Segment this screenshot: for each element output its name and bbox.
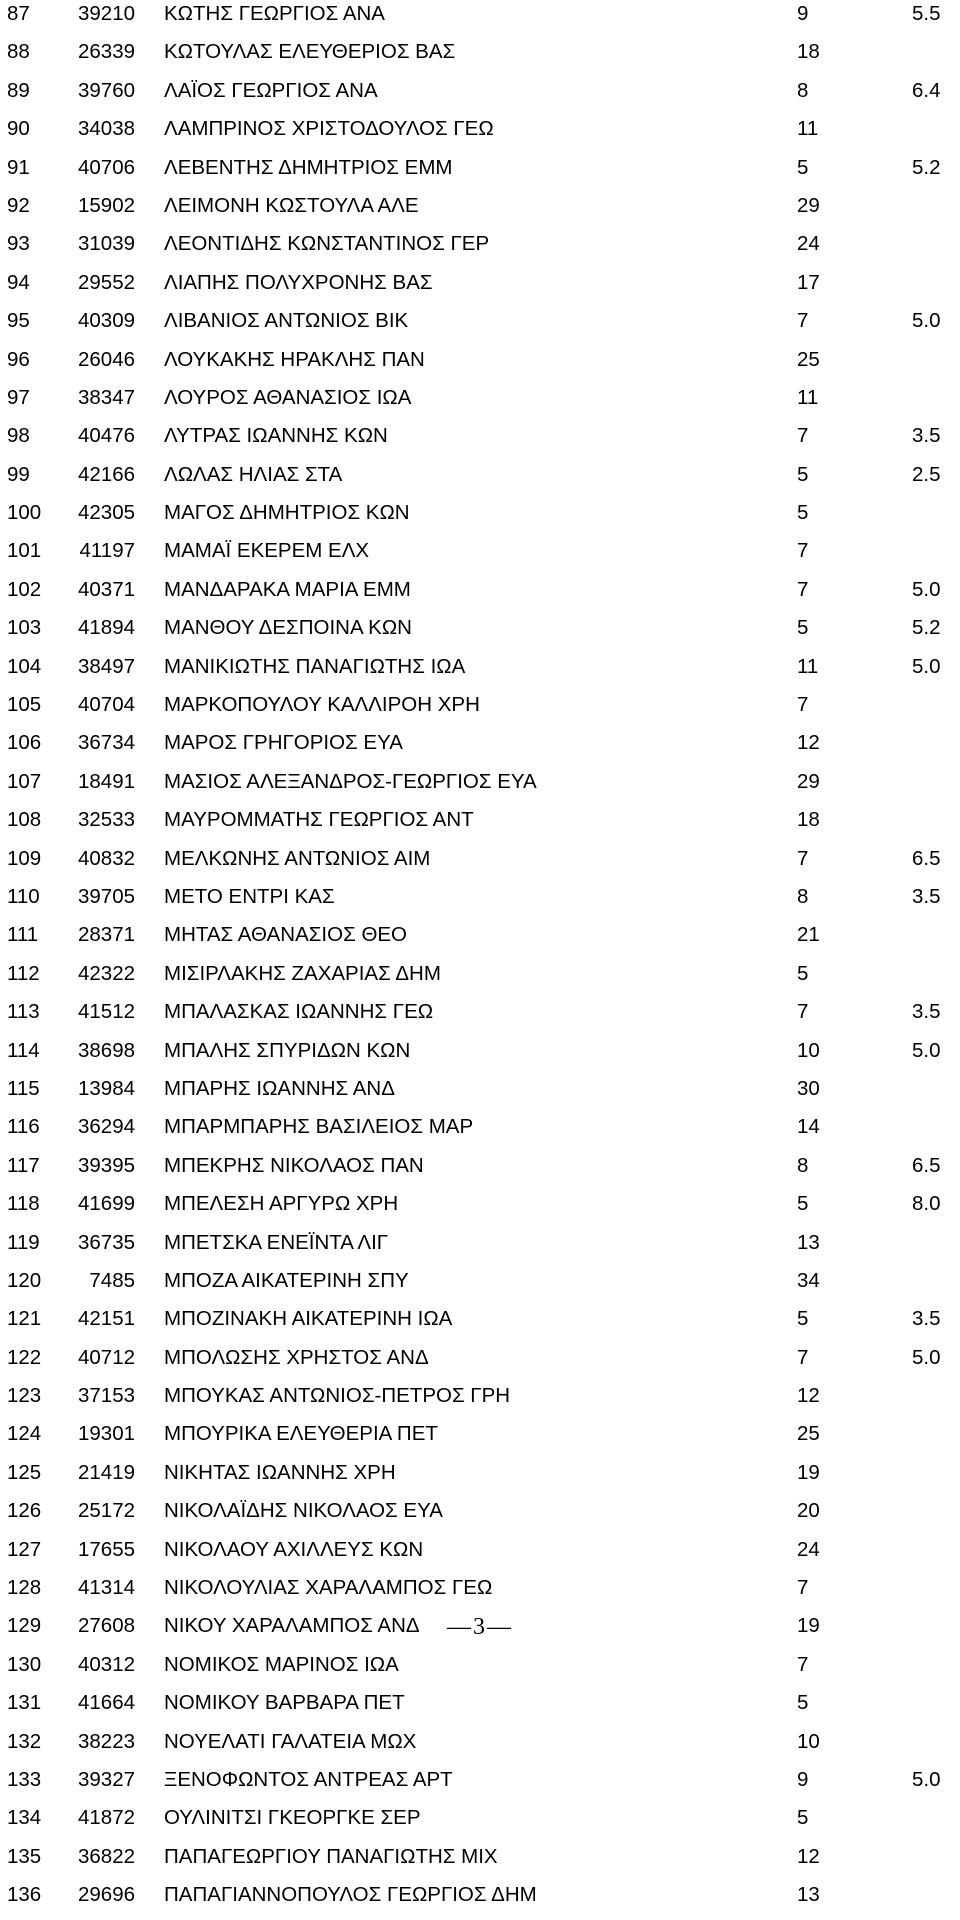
row-value: 5 [797, 1307, 809, 1331]
row-name: ΜΠΟΥΡΙΚΑ ΕΛΕΥΘΕΡΙΑ ΠΕΤ [164, 1422, 438, 1446]
table-row [0, 1497, 960, 1535]
row-value: 7 [797, 309, 809, 333]
row-name: ΜΗΤΑΣ ΑΘΑΝΑΣΙΟΣ ΘΕΟ [164, 923, 408, 947]
table-row [0, 691, 960, 729]
row-name: ΝΙΚΗΤΑΣ ΙΩΑΝΝΗΣ ΧΡΗ [164, 1460, 396, 1484]
page-number: —3— [447, 1614, 513, 1640]
row-value: 5 [797, 961, 809, 985]
row-score: 3.5 [912, 1000, 941, 1024]
row-number: 89 [7, 78, 30, 102]
row-name: ΜΠΕΛΕΣΗ ΑΡΓΥΡΩ ΧΡΗ [164, 1192, 399, 1216]
table-row [0, 653, 960, 691]
row-number: 133 [7, 1767, 42, 1791]
row-name: ΛΕΒΕΝΤΗΣ ΔΗΜΗΤΡΙΟΣ ΕΜΜ [164, 155, 453, 179]
row-number: 132 [7, 1729, 42, 1753]
table-row [0, 845, 960, 883]
row-name: ΜΑΝΔΑΡΑΚΑ ΜΑΡΙΑ ΕΜΜ [164, 577, 411, 601]
row-number: 91 [7, 155, 30, 179]
table-row [0, 1037, 960, 1075]
row-name: ΜΑΓΟΣ ΔΗΜΗΤΡΙΟΣ ΚΩΝ [164, 501, 410, 525]
table-row [0, 806, 960, 844]
row-name: ΜΑΝΙΚΙΩΤΗΣ ΠΑΝΑΓΙΩΤΗΣ ΙΩΑ [164, 654, 466, 678]
row-name: ΛΙΑΠΗΣ ΠΟΛΥΧΡΟΝΗΣ ΒΑΣ [164, 270, 433, 294]
row-value: 5 [797, 616, 809, 640]
table-row [0, 883, 960, 921]
row-score: 5.0 [912, 1038, 941, 1062]
row-score: 8.0 [912, 1192, 941, 1216]
table-row [0, 384, 960, 422]
row-score: 6.5 [912, 846, 941, 870]
row-code: 41894 [77, 616, 135, 640]
row-value: 34 [797, 1268, 820, 1292]
row-code: 17655 [77, 1537, 135, 1561]
row-number: 106 [7, 731, 42, 755]
table-row [0, 1382, 960, 1420]
row-code: 41664 [77, 1691, 135, 1715]
row-value: 11 [797, 654, 819, 678]
row-code: 29552 [77, 270, 135, 294]
table-row [0, 346, 960, 384]
row-code: 39210 [77, 2, 135, 25]
row-code: 21419 [77, 1460, 135, 1484]
row-name: ΜΙΣΙΡΛΑΚΗΣ ΖΑΧΑΡΙΑΣ ΔΗΜ [164, 961, 441, 985]
row-number: 128 [7, 1576, 42, 1600]
row-value: 7 [797, 1345, 809, 1369]
row-name: ΟΥΛΙΝΙΤΣΙ ΓΚΕΟΡΓΚΕ ΣΕΡ [164, 1806, 421, 1830]
table-row [0, 1267, 960, 1305]
row-number: 102 [7, 577, 42, 601]
table-row [0, 461, 960, 499]
row-number: 135 [7, 1844, 42, 1868]
row-value: 8 [797, 1153, 809, 1177]
table-row [0, 1229, 960, 1267]
row-number: 123 [7, 1384, 42, 1408]
row-name: ΜΠΕΚΡΗΣ ΝΙΚΟΛΑΟΣ ΠΑΝ [164, 1153, 424, 1177]
table-row [0, 1344, 960, 1382]
row-code: 36294 [77, 1115, 135, 1139]
table-row [0, 269, 960, 307]
row-value: 20 [797, 1499, 820, 1523]
row-value: 29 [797, 193, 820, 217]
row-code: 26339 [77, 40, 135, 64]
row-code: 41872 [77, 1806, 135, 1830]
row-number: 90 [7, 117, 30, 141]
row-value: 5 [797, 501, 809, 525]
row-number: 119 [7, 1230, 40, 1254]
row-value: 9 [797, 1767, 809, 1791]
row-code: 41512 [77, 1000, 135, 1024]
row-code: 36735 [77, 1230, 135, 1254]
row-code: 13984 [77, 1076, 135, 1100]
row-value: 10 [797, 1729, 820, 1753]
row-value: 17 [797, 270, 820, 294]
table-row [0, 768, 960, 806]
row-name: ΜΠΟΖΙΝΑΚΗ ΑΙΚΑΤΕΡΙΝΗ ΙΩΑ [164, 1307, 453, 1331]
table-row [0, 0, 960, 38]
row-score: 6.4 [912, 78, 941, 102]
row-number: 103 [7, 616, 42, 640]
table-row [0, 38, 960, 76]
row-number: 122 [7, 1345, 42, 1369]
row-value: 5 [797, 1806, 809, 1830]
table-row [0, 1190, 960, 1228]
row-code: 42166 [77, 462, 135, 486]
row-name: ΛΟΥΡΟΣ ΑΘΑΝΑΣΙΟΣ ΙΩΑ [164, 385, 412, 409]
row-score: 5.0 [912, 309, 941, 333]
row-score: 5.5 [912, 2, 941, 25]
row-name: ΠΑΠΑΓΙΑΝΝΟΠΟΥΛΟΣ ΓΕΩΡΓΙΟΣ ΔΗΜ [164, 1883, 537, 1907]
row-value: 7 [797, 1576, 809, 1600]
row-number: 116 [7, 1115, 40, 1139]
row-name: ΛΙΒΑΝΙΟΣ ΑΝΤΩΝΙΟΣ ΒΙΚ [164, 309, 409, 333]
row-code: 26046 [77, 347, 135, 371]
row-code: 31039 [77, 232, 135, 256]
row-score: 5.0 [912, 1345, 941, 1369]
row-name: ΝΙΚΟΛΑΪΔΗΣ ΝΙΚΟΛΑΟΣ ΕΥΑ [164, 1499, 443, 1523]
row-value: 29 [797, 769, 820, 793]
row-number: 121 [7, 1307, 42, 1331]
table-row [0, 1766, 960, 1804]
row-score: 2.5 [912, 462, 941, 486]
row-number: 126 [7, 1499, 42, 1523]
row-code: 41314 [77, 1576, 135, 1600]
table-row [0, 1075, 960, 1113]
table-row [0, 1305, 960, 1343]
row-name: ΜΑΡΟΣ ΓΡΗΓΟΡΙΟΣ ΕΥΑ [164, 731, 403, 755]
row-name: ΛΑΜΠΡΙΝΟΣ ΧΡΙΣΤΟΔΟΥΛΟΣ ΓΕΩ [164, 117, 494, 141]
row-number: 100 [7, 501, 42, 525]
row-code: 38698 [77, 1038, 135, 1062]
table-row [0, 1804, 960, 1842]
row-name: ΜΠΑΡΜΠΑΡΗΣ ΒΑΣΙΛΕΙΟΣ ΜΑΡ [164, 1115, 474, 1139]
row-value: 7 [797, 424, 809, 448]
row-code: 38497 [77, 654, 135, 678]
table-row [0, 1728, 960, 1766]
row-number: 136 [7, 1883, 42, 1907]
table-row [0, 960, 960, 998]
row-score: 3.5 [912, 884, 941, 908]
row-value: 25 [797, 347, 820, 371]
row-name: ΛΑΪΟΣ ΓΕΩΡΓΙΟΣ ΑΝΑ [164, 78, 378, 102]
row-code: 42322 [77, 961, 135, 985]
row-code: 19301 [77, 1422, 135, 1446]
row-number: 112 [7, 961, 40, 985]
row-score: 3.5 [912, 424, 941, 448]
row-name: ΛΟΥΚΑΚΗΣ ΗΡΑΚΛΗΣ ΠΑΝ [164, 347, 425, 371]
table-row [0, 1574, 960, 1612]
row-value: 7 [797, 846, 809, 870]
row-code: 37153 [77, 1384, 135, 1408]
row-value: 10 [797, 1038, 820, 1062]
table-row [0, 1881, 960, 1919]
row-value: 7 [797, 1000, 809, 1024]
table-row [0, 1113, 960, 1151]
row-value: 8 [797, 78, 809, 102]
row-number: 131 [7, 1691, 42, 1715]
row-value: 19 [797, 1614, 820, 1638]
row-name: ΛΕΙΜΟΝΗ ΚΩΣΤΟΥΛΑ ΑΛΕ [164, 193, 419, 217]
row-number: 125 [7, 1460, 42, 1484]
row-name: ΜΠΕΤΣΚΑ ΕΝΕΪΝΤΑ ΛΙΓ [164, 1230, 389, 1254]
row-code: 42151 [77, 1307, 135, 1331]
row-score: 5.0 [912, 577, 941, 601]
row-code: 25172 [77, 1499, 135, 1523]
row-code: 18491 [77, 769, 135, 793]
row-number: 120 [7, 1268, 42, 1292]
row-value: 30 [797, 1076, 820, 1100]
table-row [0, 537, 960, 575]
table-row [0, 1536, 960, 1574]
row-value: 18 [797, 808, 820, 832]
table-row [0, 1689, 960, 1727]
table-row [0, 77, 960, 115]
row-name: ΜΑΣΙΟΣ ΑΛΕΞΑΝΔΡΟΣ-ΓΕΩΡΓΙΟΣ ΕΥΑ [164, 769, 537, 793]
row-number: 93 [7, 232, 30, 256]
row-number: 127 [7, 1537, 42, 1561]
row-name: ΛΕΟΝΤΙΔΗΣ ΚΩΝΣΤΑΝΤΙΝΟΣ ΓΕΡ [164, 232, 490, 256]
row-code: 29696 [77, 1883, 135, 1907]
row-score: 5.2 [912, 155, 941, 179]
row-number: 99 [7, 462, 30, 486]
row-number: 98 [7, 424, 30, 448]
table-row [0, 192, 960, 230]
table-row [0, 1843, 960, 1881]
row-name: ΝΟΜΙΚΟΥ ΒΑΡΒΑΡΑ ΠΕΤ [164, 1691, 405, 1715]
row-code: 40371 [77, 577, 135, 601]
table-row [0, 998, 960, 1036]
row-value: 13 [797, 1883, 820, 1907]
row-name: ΜΠΟΥΚΑΣ ΑΝΤΩΝΙΟΣ-ΠΕΤΡΟΣ ΓΡΗ [164, 1384, 511, 1408]
table-row [0, 1459, 960, 1497]
row-name: ΝΟΥΕΛΑΤΙ ΓΑΛΑΤΕΙΑ ΜΩΧ [164, 1729, 417, 1753]
row-code: 39760 [77, 78, 135, 102]
row-score: 6.5 [912, 1153, 941, 1177]
row-value: 12 [797, 1844, 820, 1868]
row-value: 7 [797, 1652, 809, 1676]
row-score: 5.2 [912, 616, 941, 640]
row-name: ΜΠΑΛΗΣ ΣΠΥΡΙΔΩΝ ΚΩΝ [164, 1038, 411, 1062]
row-code: 36822 [77, 1844, 135, 1868]
row-score: 5.0 [912, 654, 941, 678]
row-name: ΜΠΑΡΗΣ ΙΩΑΝΝΗΣ ΑΝΔ [164, 1076, 395, 1100]
row-code: 28371 [77, 923, 135, 947]
row-value: 5 [797, 1691, 809, 1715]
row-name: ΝΟΜΙΚΟΣ ΜΑΡΙΝΟΣ ΙΩΑ [164, 1652, 399, 1676]
row-score: 3.5 [912, 1307, 941, 1331]
row-name: ΜΕΤΟ ΕΝΤΡΙ ΚΑΣ [164, 884, 335, 908]
row-code: 38347 [77, 385, 135, 409]
row-name: ΞΕΝΟΦΩΝΤΟΣ ΑΝΤΡΕΑΣ ΑΡΤ [164, 1767, 453, 1791]
row-number: 109 [7, 846, 42, 870]
row-name: ΜΑΡΚΟΠΟΥΛΟΥ ΚΑΛΛΙΡΟΗ ΧΡΗ [164, 693, 480, 717]
row-number: 114 [7, 1038, 40, 1062]
row-number: 87 [7, 2, 30, 25]
row-value: 12 [797, 731, 820, 755]
row-name: ΜΠΑΛΑΣΚΑΣ ΙΩΑΝΝΗΣ ΓΕΩ [164, 1000, 434, 1024]
row-value: 24 [797, 1537, 820, 1561]
row-code: 38223 [77, 1729, 135, 1753]
row-code: 39327 [77, 1767, 135, 1791]
row-value: 18 [797, 40, 820, 64]
row-number: 110 [7, 884, 40, 908]
row-code: 41699 [77, 1192, 135, 1216]
row-value: 19 [797, 1460, 820, 1484]
row-code: 36734 [77, 731, 135, 755]
row-number: 117 [7, 1153, 40, 1177]
row-value: 13 [797, 1230, 820, 1254]
row-value: 11 [797, 117, 819, 141]
table-row [0, 576, 960, 614]
row-value: 14 [797, 1115, 820, 1139]
row-value: 9 [797, 2, 809, 25]
row-value: 5 [797, 1192, 809, 1216]
row-number: 94 [7, 270, 30, 294]
row-value: 11 [797, 385, 819, 409]
row-name: ΝΙΚΟΛΑΟΥ ΑΧΙΛΛΕΥΣ ΚΩΝ [164, 1537, 424, 1561]
table-row [0, 614, 960, 652]
row-number: 101 [7, 539, 42, 563]
row-name: ΜΕΛΚΩΝΗΣ ΑΝΤΩΝΙΟΣ ΑΙΜ [164, 846, 431, 870]
row-score: 5.0 [912, 1767, 941, 1791]
row-value: 7 [797, 693, 809, 717]
row-number: 88 [7, 40, 30, 64]
row-number: 97 [7, 385, 30, 409]
row-code: 40309 [77, 309, 135, 333]
row-value: 5 [797, 155, 809, 179]
table-row [0, 1152, 960, 1190]
table-row [0, 729, 960, 767]
row-number: 111 [7, 923, 39, 947]
row-value: 21 [797, 923, 820, 947]
row-number: 104 [7, 654, 42, 678]
row-name: ΜΑΥΡΟΜΜΑΤΗΣ ΓΕΩΡΓΙΟΣ ΑΝΤ [164, 808, 474, 832]
row-code: 27608 [77, 1614, 135, 1638]
row-code: 40712 [77, 1345, 135, 1369]
row-value: 8 [797, 884, 809, 908]
row-code: 41197 [79, 539, 135, 563]
row-number: 92 [7, 193, 30, 217]
row-number: 124 [7, 1422, 42, 1446]
row-value: 12 [797, 1384, 820, 1408]
row-name: ΜΠΟΛΩΣΗΣ ΧΡΗΣΤΟΣ ΑΝΔ [164, 1345, 429, 1369]
row-name: ΚΩΤΟΥΛΑΣ ΕΛΕΥΘΕΡΙΟΣ ΒΑΣ [164, 40, 456, 64]
row-code: 40704 [77, 693, 135, 717]
table-row [0, 154, 960, 192]
row-name: ΝΙΚΟΥ ΧΑΡΑΛΑΜΠΟΣ ΑΝΔ [164, 1614, 420, 1638]
table-row [0, 499, 960, 537]
row-code: 39395 [77, 1153, 135, 1177]
row-name: ΠΑΠΑΓΕΩΡΓΙΟΥ ΠΑΝΑΓΙΩΤΗΣ ΜΙΧ [164, 1844, 498, 1868]
row-value: 7 [797, 539, 809, 563]
row-code: 34038 [77, 117, 135, 141]
table-row [0, 307, 960, 345]
row-number: 115 [7, 1076, 40, 1100]
row-code: 39705 [77, 884, 135, 908]
row-number: 113 [7, 1000, 40, 1024]
row-number: 95 [7, 309, 30, 333]
row-name: ΝΙΚΟΛΟΥΛΙΑΣ ΧΑΡΑΛΑΜΠΟΣ ΓΕΩ [164, 1576, 493, 1600]
row-number: 107 [7, 769, 42, 793]
row-code: 32533 [77, 808, 135, 832]
row-number: 129 [7, 1614, 42, 1638]
row-number: 130 [7, 1652, 42, 1676]
row-value: 24 [797, 232, 820, 256]
row-code: 40832 [77, 846, 135, 870]
row-name: ΚΩΤΗΣ ΓΕΩΡΓΙΟΣ ΑΝΑ [164, 2, 385, 25]
table-row [0, 1420, 960, 1458]
row-code: 7485 [89, 1268, 135, 1292]
row-name: ΛΥΤΡΑΣ ΙΩΑΝΝΗΣ ΚΩΝ [164, 424, 388, 448]
row-name: ΜΠΟΖΑ ΑΙΚΑΤΕΡΙΝΗ ΣΠΥ [164, 1268, 409, 1292]
row-number: 96 [7, 347, 30, 371]
table-row [0, 230, 960, 268]
table-row [0, 921, 960, 959]
row-value: 5 [797, 462, 809, 486]
row-code: 40706 [77, 155, 135, 179]
row-code: 40476 [77, 424, 135, 448]
row-number: 108 [7, 808, 42, 832]
table-row [0, 422, 960, 460]
row-number: 118 [7, 1192, 40, 1216]
row-code: 42305 [77, 501, 135, 525]
row-value: 7 [797, 577, 809, 601]
row-number: 105 [7, 693, 42, 717]
row-value: 25 [797, 1422, 820, 1446]
row-number: 134 [7, 1806, 42, 1830]
table-row [0, 115, 960, 153]
row-name: ΛΩΛΑΣ ΗΛΙΑΣ ΣΤΑ [164, 462, 343, 486]
table-row [0, 1651, 960, 1689]
row-name: ΜΑΜΑΪ ΕΚΕΡΕΜ ΕΛΧ [164, 539, 370, 563]
row-code: 15902 [77, 193, 135, 217]
row-code: 40312 [77, 1652, 135, 1676]
row-name: ΜΑΝΘΟΥ ΔΕΣΠΟΙΝΑ ΚΩΝ [164, 616, 412, 640]
